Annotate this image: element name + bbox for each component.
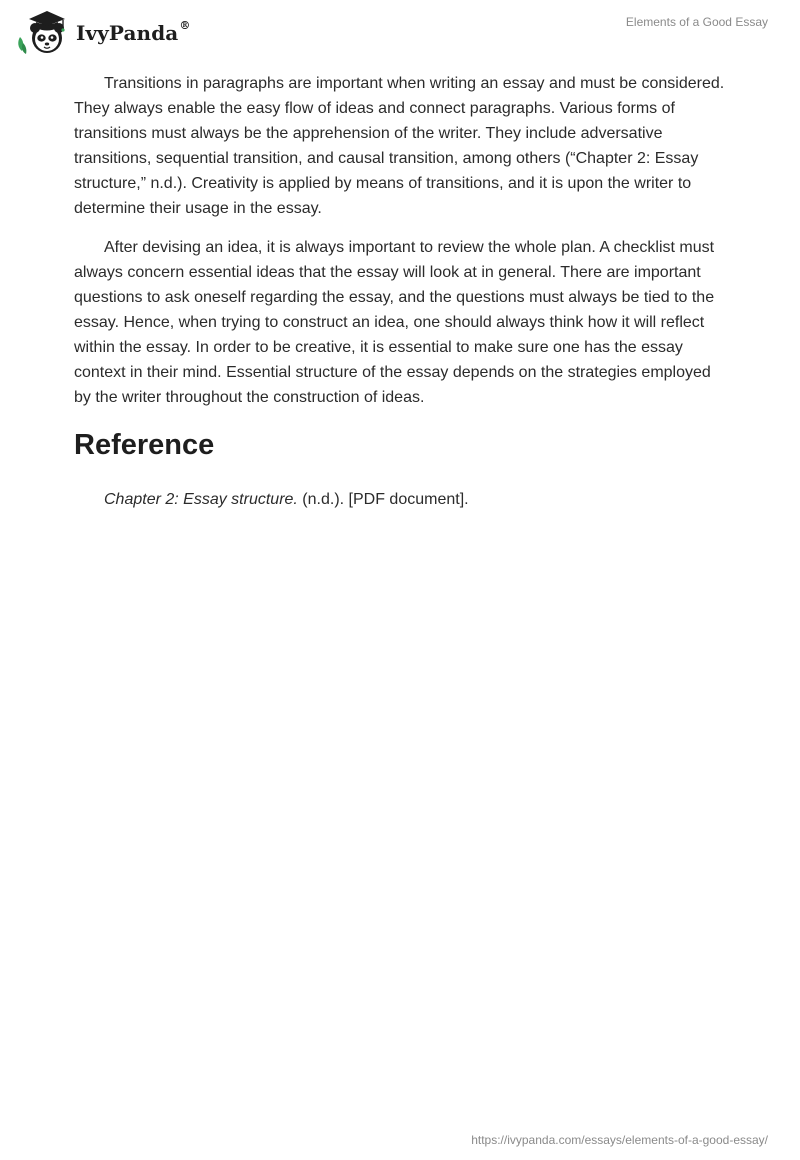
document-title: Elements of a Good Essay [625, 15, 768, 29]
panda-graduation-cap-icon [16, 7, 74, 55]
essay-content [74, 71, 730, 512]
reference-title: Chapter 2: Essay structure. [104, 491, 298, 508]
logo-name: IvyPanda [76, 21, 179, 45]
reference-entry [74, 487, 730, 512]
registered-mark: ® [179, 19, 191, 32]
source-url[interactable]: https://ivypanda.com/essays/elements-of-a-good-essay/ [471, 1133, 768, 1147]
ivypanda-logo[interactable] [16, 7, 190, 55]
body-paragraph: Transitions in paragraphs are important when writing an essay and must be considered. They always enable the easy flow of ideas and connect paragraphs. Various forms of transitions must always be the apprehension of the writer. They include adversative transitions, sequential transition, and causal transition, among others (“Chapter 2: Essay structure,” n.d.). Creativity is applied by means of transitions, and it is upon the writer to determine their usage in the essay. [74, 75, 725, 217]
reference-heading: Reference [74, 429, 215, 461]
page-header [0, 0, 800, 60]
reference-details: (n.d.). [PDF document]. [297, 491, 469, 508]
logo-wordmark [76, 21, 190, 45]
body-paragraph: After devising an idea, it is always important to review the whole plan. A checklist must always concern essential ideas that the essay will look at in general. There are important questions to ask oneself regarding the essay, and the questions must always be tied to the essay. Hence, when trying to construct an idea, one should always think how it will reflect within the essay. In order to be creative, it is essential to make sure one has the essay context in their mind. Essential structure of the essay depends on the strategies employed by the writer throughout the construction of ideas. [74, 239, 715, 406]
